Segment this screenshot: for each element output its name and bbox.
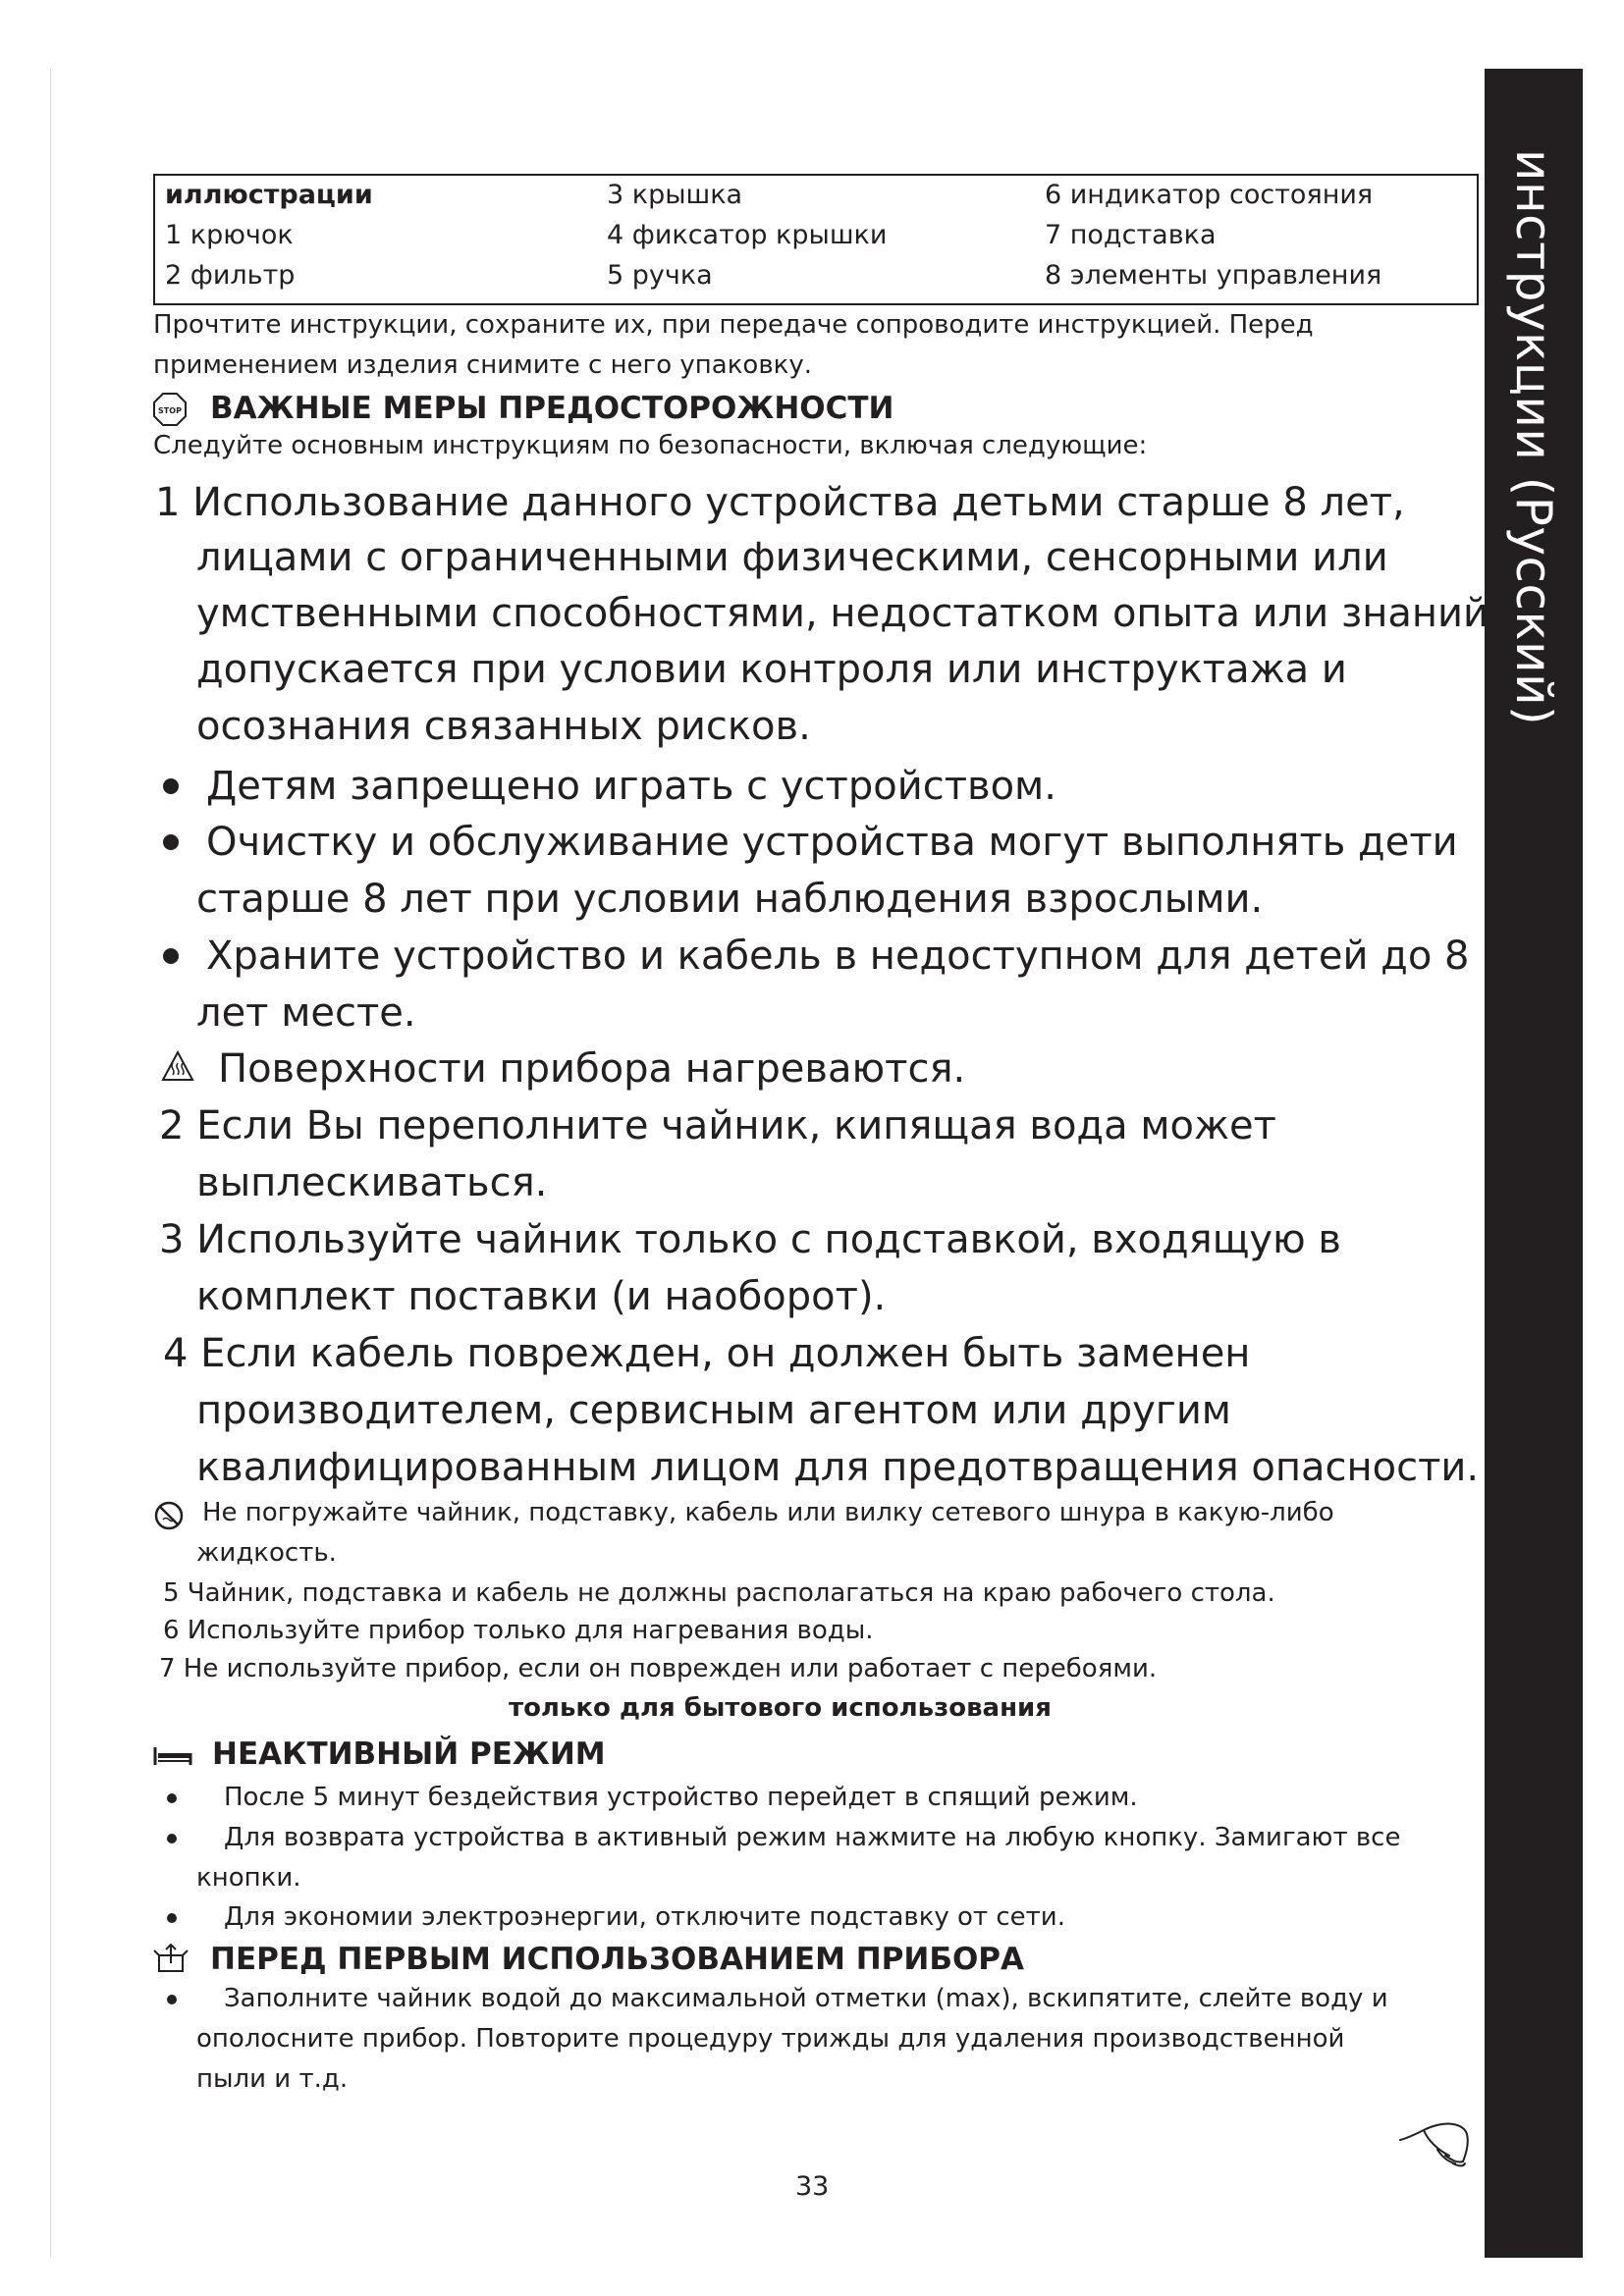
safety-item-3-line: 3 Используйте чайник только с подставкой, входящую в [159,1217,1342,1262]
no-immerse-line: жидкость. [196,1538,337,1568]
language-side-tab [1485,69,1583,2258]
safety-item-7: 7 Не используйте прибор, если он поврежден или работает с перебоями. [159,1654,1158,1683]
safety-item-1-line: умственными способностями, недостатком опыта или знаний [196,591,1489,636]
parts-table [153,174,1479,305]
safety-bullet-line: старше 8 лет при условии наблюдения взрослыми. [196,877,1264,922]
parts-item: 1 крючок [165,220,294,250]
safety-item-6: 6 Используйте прибор только для нагревания воды. [163,1616,874,1645]
safety-item-2-line: выплескиваться. [196,1160,548,1205]
safety-item-1-line: 1 Использование данного устройства детьми старше 8 лет, [155,480,1405,525]
safety-item-1-line: осознания связанных рисков. [196,704,811,749]
safety-bullet-line: Детям запрещено играть с устройством. [206,764,1056,809]
safety-item-4-line: производителем, сервисным агентом или другим [196,1388,1231,1433]
parts-item: 3 крышка [607,180,743,210]
side-tab-label: инструкции (Русский) [1505,149,1562,726]
parts-item: 7 подставка [1045,220,1217,250]
first-use-bullet-line: ополосните прибор. Повторите процедуру трижды для удаления производственной [196,2024,1345,2054]
intro-line: Прочтите инструкции, сохраните их, при передаче сопроводите инструкцией. Перед [153,310,1314,340]
safety-subtitle: Следуйте основным инструкциям по безопасности, включая следующие: [153,431,1148,460]
safety-item-2-line: 2 Если Вы переполните чайник, кипящая вода может [159,1103,1276,1148]
page-number: 33 [795,2171,830,2202]
parts-item: 8 элементы управления [1045,260,1382,291]
safety-item-1-line: лицами с ограниченными физическими, сенсорными или [196,535,1388,580]
sleep-mode-bullet-line: кнопки. [196,1863,301,1893]
bullet-icon [167,1913,177,1923]
first-use-bullet-line: Заполните чайник водой до максимальной отметки (max), вскипятите, слейте воду и [224,1984,1388,2013]
hot-surface-warning-icon [161,1050,194,1082]
safety-item-4-line: квалифицированным лицом для предотвращения опасности. [196,1445,1480,1490]
safety-item-5: 5 Чайник, подставка и кабель не должны располагаться на краю рабочего стола. [163,1578,1275,1608]
bullet-icon [167,1995,177,2004]
bullet-icon [167,1793,177,1803]
sleep-mode-heading: НЕАКТИВНЫЙ РЕЖИМ [212,1736,606,1772]
bed-icon [153,1745,192,1767]
parts-item: 4 фиксатор крышки [607,220,888,250]
bullet-icon [163,948,179,964]
no-immerse-line: Не погружайте чайник, подставку, кабель или вилку сетевого шнура в какую-либо [202,1498,1334,1527]
bullet-icon [163,778,179,794]
sleep-mode-bullet-line: Для возврата устройства в активный режим нажмите на любую кнопку. Замигают все [224,1823,1401,1852]
first-use-bullet-line: пыли и т.д. [196,2064,349,2094]
hot-surface-text: Поверхности прибора нагреваются. [218,1046,966,1092]
safety-heading: ВАЖНЫЕ МЕРЫ ПРЕДОСТОРОЖНОСТИ [210,391,894,426]
pointing-hand-icon [1398,2110,1469,2169]
bullet-icon [167,1834,177,1843]
stop-sign-icon [153,393,187,426]
intro-line: применением изделия снимите с него упаковку. [153,350,812,380]
parts-item: 2 фильтр [165,260,296,291]
unbox-icon [153,1942,189,1973]
bullet-icon [163,834,179,850]
no-immerse-icon [153,1500,185,1531]
parts-table-header: иллюстрации [165,180,373,210]
safety-bullet-line: Храните устройство и кабель в недоступном для детей до 8 [206,934,1470,979]
safety-bullet-line: Очистку и обслуживание устройства могут выполнять дети [206,820,1458,865]
safety-item-1-line: допускается при условии контроля или инструктажа и [196,647,1347,692]
sleep-mode-bullet-line: После 5 минут бездействия устройство перейдет в спящий режим. [224,1783,1138,1812]
safety-bullet-line: лет месте. [196,990,416,1036]
safety-item-3-line: комплект поставки (и наоборот). [196,1274,887,1319]
parts-item: 6 индикатор состояния [1045,180,1374,210]
page-margin-rule [50,69,51,2258]
first-use-heading: ПЕРЕД ПЕРВЫМ ИСПОЛЬЗОВАНИЕМ ПРИБОРА [210,1942,1025,1977]
parts-item: 5 ручка [607,260,713,291]
safety-item-4-line: 4 Если кабель поврежден, он должен быть заменен [163,1331,1251,1376]
household-use-note: только для бытового использования [509,1693,1052,1723]
stop-sign-label: STOP [158,406,182,415]
sleep-mode-bullet-line: Для экономии электроэнергии, отключите подставку от сети. [224,1902,1065,1932]
